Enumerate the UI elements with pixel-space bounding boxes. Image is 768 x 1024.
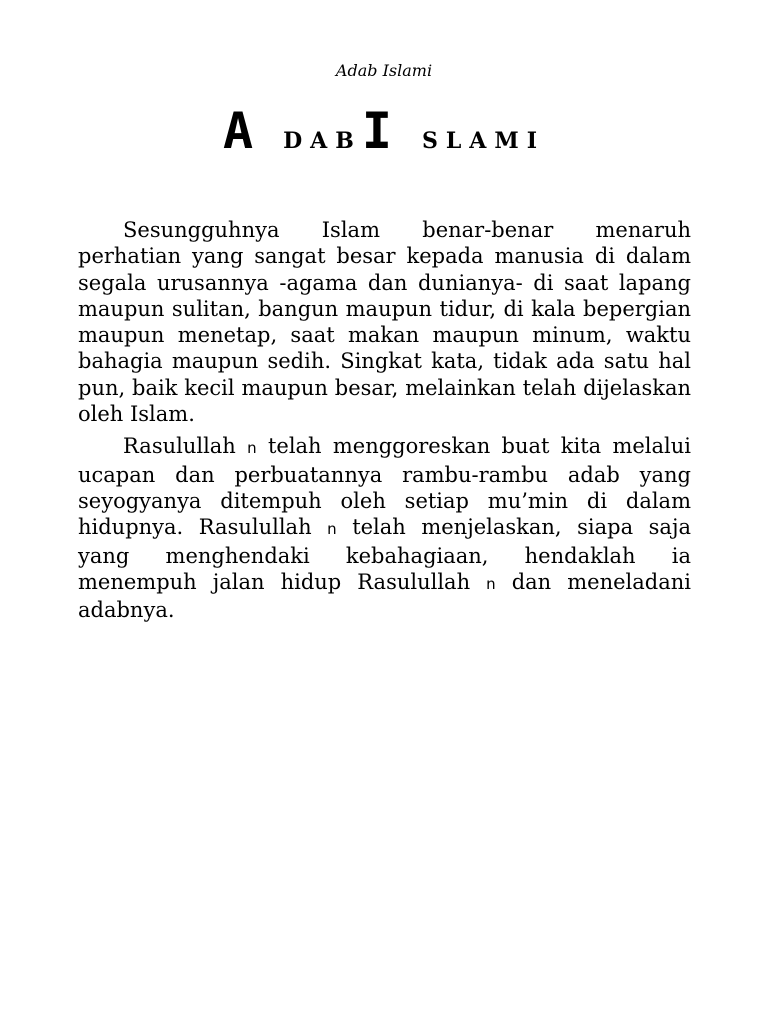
body-text — [78, 217, 691, 629]
chapter-title-rest-i: SLAMI — [421, 128, 546, 154]
running-header: Adab Islami — [335, 61, 433, 80]
paragraph-2-part-1: Rasulullah — [123, 434, 236, 459]
chapter-title-rest-a: DAB — [283, 128, 362, 154]
chapter-title — [0, 103, 768, 172]
paragraph-2-part-2: telah menggoreskan buat kita melalui ucapan dan perbuatannya rambu-rambu adab yang seyogyanya ditempuh oleh setiap mu’min di dalam hidupnya. Rasulullah — [78, 434, 691, 540]
chapter-title-initial-i: I — [361, 102, 392, 160]
paragraph-2-part-3: telah menjelaskan, siapa saja yang menghendaki kebahagiaan, hendaklah ia menempuh jalan hidup Rasulullah — [78, 515, 691, 594]
paragraph-1: Sesungguhnya Islam benar-benar menaruh perhatian yang sangat besar kepada manusia di dalam segala urusannya -agama dan dunianya- di saat lapang maupun sulitan, bangun maupun tidur, di kala bepergian maupun menetap, saat makan maupun minum, waktu bahagia maupun sedih. Singkat kata, tidak ada satu hal pun, baik kecil maupun besar, melainkan telah dijelaskan oleh Islam. — [78, 218, 691, 427]
chapter-title-initial-a: A — [222, 102, 254, 160]
salawat-symbol: n — [247, 439, 257, 458]
paragraph-2-part-4: dan meneladani adabnya. — [78, 569, 691, 623]
salawat-symbol: n — [327, 520, 337, 539]
salawat-symbol: n — [486, 574, 496, 593]
paragraph-2 — [78, 433, 691, 623]
